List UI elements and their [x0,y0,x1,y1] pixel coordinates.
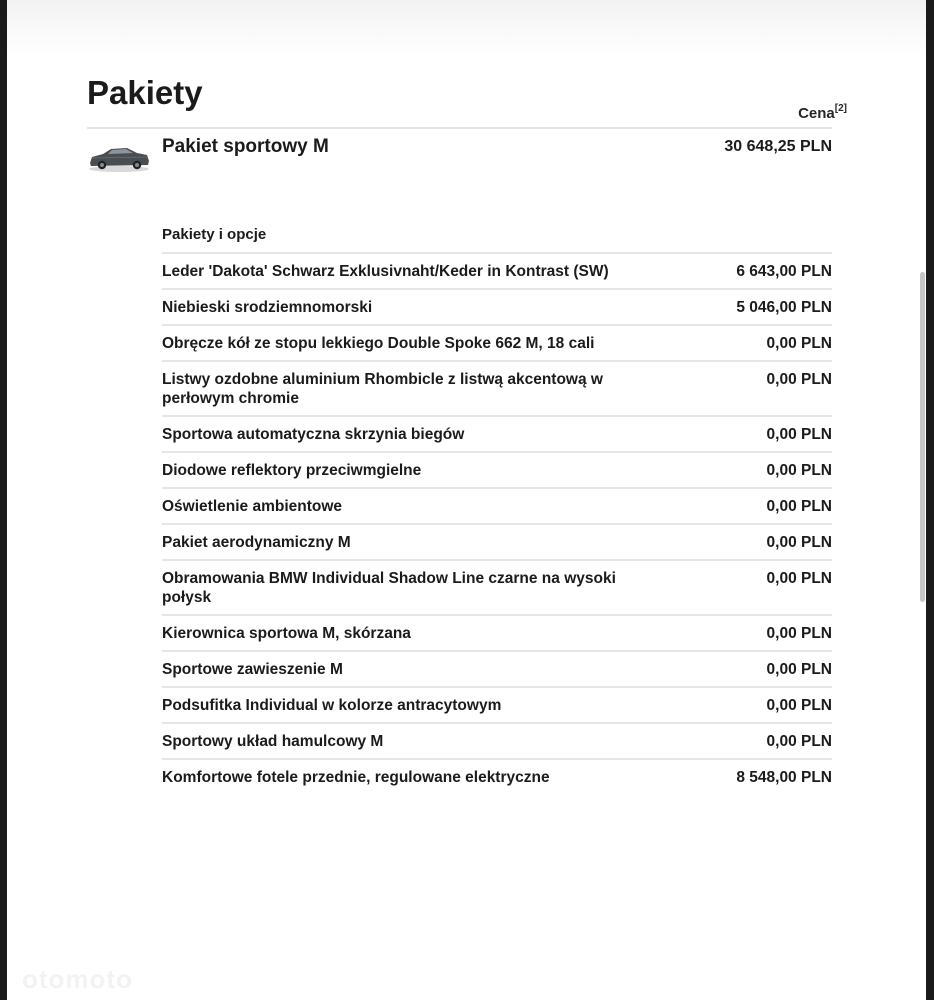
option-row [162,652,832,688]
options-heading: Pakiety i opcje [162,216,832,254]
option-name: Diodowe reflektory przeciwmgielne [162,462,422,479]
package-name: Pakiet sportowy M [162,136,329,157]
option-row [162,326,832,362]
option-price: 5 046,00 PLN [736,299,832,316]
option-price: 0,00 PLN [766,534,832,551]
option-row [162,525,832,561]
option-name: Kierownica sportowa M, skórzana [162,625,411,642]
option-price: 0,00 PLN [766,498,832,515]
option-row [162,290,832,326]
price-column-header [798,104,847,122]
option-price: 0,00 PLN [766,462,832,479]
car-thumbnail-icon [87,136,151,176]
option-price: 6 643,00 PLN [736,263,832,280]
option-row [162,724,832,760]
option-name: Niebieski srodziemnomorski [162,299,373,316]
option-row [162,489,832,525]
option-price: 0,00 PLN [766,733,832,750]
option-name: Leder 'Dakota' Schwarz Exklusivnaht/Keder in Kontrast (SW) [162,263,609,280]
option-price: 0,00 PLN [766,697,832,714]
option-price: 0,00 PLN [766,570,832,587]
option-name: Sportowy układ hamulcowy M [162,733,384,750]
option-price: 0,00 PLN [766,426,832,443]
option-row [162,362,832,417]
option-row [162,688,832,724]
page-title: Pakiety [87,74,203,111]
option-name: Obręcze kół ze stopu lekkiego Double Spoke 662 M, 18 cali [162,335,595,352]
option-name: Listwy ozdobne aluminium Rhombicle z listwą akcentową w perłowym chromie [162,371,603,407]
option-name: Pakiet aerodynamiczny M [162,534,351,551]
option-name: Podsufitka Individual w kolorze antracytowym [162,697,502,714]
option-name: Sportowa automatyczna skrzynia biegów [162,426,465,443]
option-price: 0,00 PLN [766,371,832,388]
option-row [162,616,832,652]
option-name: Sportowe zawieszenie M [162,661,343,678]
package-price: 30 648,25 PLN [724,138,832,155]
option-price: 0,00 PLN [766,335,832,352]
price-header-footnote[interactable]: [2] [834,103,847,114]
option-row [162,417,832,453]
vertical-scrollbar[interactable] [920,272,925,602]
option-name: Oświetlenie ambientowe [162,498,343,515]
watermark: otomoto [22,964,133,994]
option-row [162,760,832,794]
options-list [162,216,832,794]
price-header-label: Cena [798,105,835,122]
option-price: 0,00 PLN [766,661,832,678]
option-row [162,254,832,290]
header-divider [87,127,832,129]
option-row [162,453,832,489]
option-price: 0,00 PLN [766,625,832,642]
option-name: Komfortowe fotele przednie, regulowane elektryczne [162,769,550,786]
top-fade [7,0,926,55]
option-row [162,561,832,616]
option-price: 8 548,00 PLN [736,769,832,786]
option-name: Obramowania BMW Individual Shadow Line czarne na wysoki połysk [162,570,616,606]
package-row [87,130,832,180]
